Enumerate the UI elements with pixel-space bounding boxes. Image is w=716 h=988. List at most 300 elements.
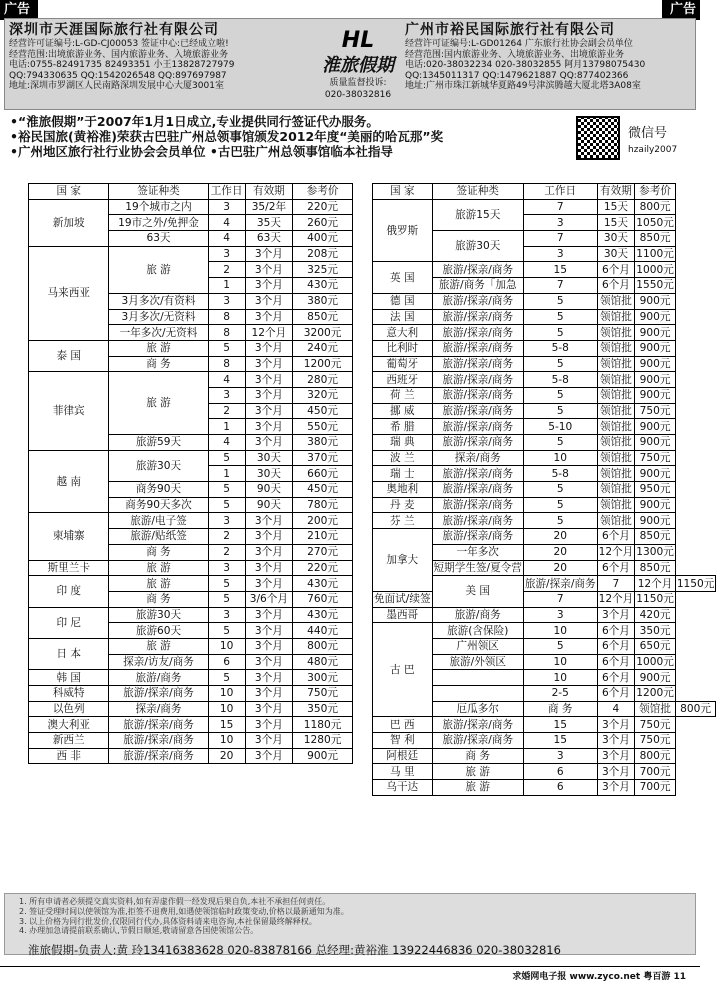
price-cell: 450元 xyxy=(293,403,353,419)
table-row xyxy=(29,576,353,592)
workdays-cell: 5 xyxy=(523,325,597,341)
visa-type-cell: 商 务 xyxy=(523,701,597,717)
validity-cell: 3个月 xyxy=(245,686,292,702)
price-cell: 380元 xyxy=(293,293,353,309)
visa-type-cell: 旅游/外领区 xyxy=(432,654,523,670)
visa-type-cell: 旅游/商务 xyxy=(432,607,523,623)
intro-bullets xyxy=(10,114,570,159)
table-row xyxy=(373,466,716,482)
visa-type-cell: 旅游/探亲/商务 xyxy=(432,513,523,529)
visa-type-cell: 旅游30天 xyxy=(109,607,208,623)
workdays-cell: 7 xyxy=(523,199,597,215)
validity-cell: 领馆批 xyxy=(597,325,635,341)
price-cell: 700元 xyxy=(635,780,676,796)
workdays-cell: 2 xyxy=(208,529,245,545)
table-row xyxy=(29,670,353,686)
validity-cell: 3个月 xyxy=(245,372,292,388)
validity-cell: 领馆批 xyxy=(597,403,635,419)
header-validity: 有效期 xyxy=(597,184,635,200)
country-cell: 丹 麦 xyxy=(373,497,433,513)
table-row xyxy=(373,623,716,639)
validity-cell: 领馆批 xyxy=(597,466,635,482)
agency-right-line: 经营范围:国内旅游业务、入境旅游业务、出境旅游业务 xyxy=(405,49,625,60)
table-row xyxy=(29,560,353,576)
visa-type-cell: 探亲/商务 xyxy=(109,701,208,717)
price-cell: 480元 xyxy=(293,654,353,670)
table-row xyxy=(373,340,716,356)
table-row xyxy=(373,403,716,419)
visa-type-cell xyxy=(432,686,523,702)
visa-type-cell: 19个城市之内 xyxy=(109,199,208,215)
country-cell: 印 尼 xyxy=(29,607,109,638)
workdays-cell: 15 xyxy=(523,733,597,749)
workdays-cell: 10 xyxy=(208,638,245,654)
visa-type-cell: 旅游/探亲/商务 xyxy=(109,733,208,749)
table-row xyxy=(373,387,716,403)
workdays-cell: 5 xyxy=(208,450,245,466)
price-cell: 1550元 xyxy=(636,279,674,292)
table-row xyxy=(373,450,716,466)
validity-cell: 3个月 xyxy=(245,340,292,356)
header-price: 参考价 xyxy=(635,184,676,200)
validity-cell: 领馆批 xyxy=(597,482,635,498)
visa-type-cell: 旅游/探亲/商务 xyxy=(432,435,523,451)
workdays-cell: 5 xyxy=(523,356,597,372)
visa-type-cell: 旅游/探亲/商务 xyxy=(432,293,523,309)
price-cell: 750元 xyxy=(635,717,676,733)
price-cell: 210元 xyxy=(293,529,353,545)
price-cell: 900元 xyxy=(635,670,676,686)
workdays-cell: 20 xyxy=(523,529,597,545)
table-row xyxy=(29,199,353,215)
validity-cell: 3个月 xyxy=(245,278,292,294)
table-row xyxy=(373,262,716,278)
table-row xyxy=(373,482,716,498)
header-workdays: 工作日 xyxy=(208,184,245,200)
workdays-cell: 7 xyxy=(523,231,597,247)
contact-line: 淮旅假期-负责人:黄 玲13416383628 020-83878166 总经理:黄裕淮 13922446836 020-38032816 xyxy=(28,943,561,957)
validity-cell: 领馆批 xyxy=(597,450,635,466)
agency-left-name: 深圳市天涯国际旅行社有限公司 xyxy=(9,22,219,38)
validity-cell: 6个月 xyxy=(597,278,635,294)
table-row xyxy=(29,701,353,717)
validity-cell: 3个月 xyxy=(597,780,635,796)
price-cell: 660元 xyxy=(293,466,353,482)
price-cell: 320元 xyxy=(293,387,353,403)
table-row xyxy=(373,293,716,309)
country-cell: 新西兰 xyxy=(29,733,109,749)
table-row xyxy=(29,340,353,356)
workdays-cell: 5 xyxy=(523,638,597,654)
validity-cell: 3个月 xyxy=(245,733,292,749)
visa-type-cell: 3月多次/有资料 xyxy=(109,293,208,309)
price-cell: 900元 xyxy=(635,293,676,309)
validity-cell: 3个月 xyxy=(245,607,292,623)
workdays-cell: 15 xyxy=(208,717,245,733)
qr-code-icon xyxy=(576,116,620,160)
price-cell: 750元 xyxy=(635,403,676,419)
validity-cell: 3个月 xyxy=(245,701,292,717)
visa-type-cell: 旅游/商务 xyxy=(109,670,208,686)
intro-line: •广州地区旅行社行业协会会员单位 •古巴驻广州总领事馆临本社指导 xyxy=(10,144,393,159)
workdays-cell: 20 xyxy=(523,544,597,560)
price-cell: 430元 xyxy=(293,278,353,294)
workdays-cell: 1 xyxy=(208,419,245,435)
agency-left-line: 经营许可证编号:L-GD-CJ00053 签证中心:已经成立啦! xyxy=(9,39,229,49)
validity-cell: 6个月 xyxy=(597,623,635,639)
price-cell: 380元 xyxy=(293,435,353,451)
validity-cell: 3个月 xyxy=(245,623,292,639)
visa-type-cell: 一年多次 xyxy=(432,544,523,560)
price-cell: 750元 xyxy=(635,450,676,466)
validity-cell: 3个月 xyxy=(245,529,292,545)
price-cell: 750元 xyxy=(293,686,353,702)
ad-label-left: 广告 xyxy=(0,0,38,20)
agency-right-line: 电话:020-38032234 020-38032855 阿月13798075430 xyxy=(405,60,646,71)
price-cell: 220元 xyxy=(293,199,353,215)
country-cell: 意大利 xyxy=(373,325,433,341)
visa-type-cell: 商务90天 xyxy=(109,482,208,498)
price-cell: 420元 xyxy=(635,607,676,623)
agency-right-name: 广州市裕民国际旅行社有限公司 xyxy=(405,22,615,38)
workdays-cell: 2 xyxy=(208,544,245,560)
visa-type-cell: 旅 游 xyxy=(432,764,523,780)
workdays-cell: 2 xyxy=(208,403,245,419)
price-cell: 700元 xyxy=(635,764,676,780)
country-cell: 阿根廷 xyxy=(373,748,433,764)
visa-type-cell: 旅游/商务「加急 xyxy=(432,278,523,294)
price-cell: 1150元 xyxy=(676,577,715,590)
visa-type-cell: 旅游/探亲/商务 xyxy=(109,717,208,733)
workdays-cell: 3 xyxy=(523,215,597,231)
price-cell: 208元 xyxy=(293,246,353,262)
workdays-cell: 5-8 xyxy=(523,340,597,356)
workdays-cell: 5-10 xyxy=(523,419,597,435)
table-row xyxy=(373,607,716,623)
country-cell: 新加坡 xyxy=(29,199,109,246)
validity-cell: 领馆批 xyxy=(635,701,676,717)
workdays-cell: 10 xyxy=(208,686,245,702)
visa-type-cell: 旅游/探亲/商务 xyxy=(524,577,596,590)
table-row xyxy=(373,764,716,780)
country-cell: 澳大利亚 xyxy=(29,717,109,733)
visa-type-cell: 旅游/探亲/商务 xyxy=(432,466,523,482)
price-cell: 750元 xyxy=(635,733,676,749)
country-cell: 柬埔寨 xyxy=(29,513,109,560)
workdays-cell: 5 xyxy=(523,387,597,403)
workdays-cell: 4 xyxy=(208,215,245,231)
validity-cell: 3个月 xyxy=(245,748,292,764)
price-cell: 1050元 xyxy=(636,216,674,229)
table-row xyxy=(29,748,353,764)
validity-cell: 3个月 xyxy=(245,638,292,654)
validity-cell: 6个月 xyxy=(597,262,635,278)
validity-cell: 领馆批 xyxy=(597,293,635,309)
validity-cell: 6个月 xyxy=(597,638,635,654)
table-row xyxy=(373,748,716,764)
country-cell: 英 国 xyxy=(373,262,433,293)
price-cell: 430元 xyxy=(293,607,353,623)
visa-type-cell: 旅游(含保险) xyxy=(432,623,523,639)
visa-type-cell: 旅游/探亲/商务 xyxy=(432,419,523,435)
table-row xyxy=(373,717,716,733)
visa-type-cell: 商务90天多次 xyxy=(109,497,208,513)
country-cell: 西 非 xyxy=(29,748,109,764)
price-cell: 900元 xyxy=(635,513,676,529)
price-cell: 800元 xyxy=(293,638,353,654)
workdays-cell: 5 xyxy=(523,403,597,419)
table-row xyxy=(373,497,716,513)
price-cell: 1300元 xyxy=(636,546,674,559)
workdays-cell: 4 xyxy=(208,372,245,388)
ad-label-right: 广告 xyxy=(662,0,700,20)
validity-cell: 3个月 xyxy=(245,309,292,325)
header-workdays: 工作日 xyxy=(523,184,597,200)
table-row xyxy=(29,717,353,733)
price-cell: 900元 xyxy=(635,419,676,435)
validity-cell: 3个月 xyxy=(597,748,635,764)
footer-paper: 粤百游 xyxy=(643,972,671,982)
price-cell: 270元 xyxy=(293,544,353,560)
country-cell: 科威特 xyxy=(29,686,109,702)
workdays-cell: 2-5 xyxy=(523,686,597,702)
price-cell: 440元 xyxy=(293,623,353,639)
agency-right-line: 经营许可证编号:L-GD01264 广东旅行社协会副会员单位 xyxy=(405,39,633,49)
visa-type-cell: 19市之外/免押金 xyxy=(109,215,208,231)
validity-cell: 领馆批 xyxy=(597,309,635,325)
price-cell: 800元 xyxy=(635,748,676,764)
workdays-cell: 5 xyxy=(208,482,245,498)
workdays-cell: 6 xyxy=(523,780,597,796)
visa-table-right xyxy=(372,183,716,796)
price-cell: 900元 xyxy=(635,325,676,341)
visa-table-left xyxy=(28,183,353,764)
visa-type-cell: 旅 游 xyxy=(109,340,208,356)
header-visa-type: 签证种类 xyxy=(109,184,208,200)
visa-type-cell: 旅游/探亲/商务 xyxy=(109,686,208,702)
visa-type-cell: 旅游/探亲/商务 xyxy=(432,529,523,545)
validity-cell: 3个月 xyxy=(597,764,635,780)
validity-cell: 6个月 xyxy=(597,654,635,670)
country-cell: 俄罗斯 xyxy=(373,199,433,262)
price-cell: 220元 xyxy=(293,560,353,576)
visa-type-cell: 旅游/探亲/商务 xyxy=(432,482,523,498)
workdays-cell: 7 xyxy=(523,591,597,607)
workdays-cell: 4 xyxy=(208,435,245,451)
validity-cell: 12个月 xyxy=(598,546,634,559)
country-cell: 芬 兰 xyxy=(373,513,433,529)
footer-site: 求婚网电子报 www.zyco.net xyxy=(512,972,641,982)
agency-right xyxy=(405,21,695,92)
validity-cell: 3个月 xyxy=(245,356,292,372)
workdays-cell: 5 xyxy=(208,591,245,607)
price-cell: 900元 xyxy=(635,356,676,372)
country-cell: 葡萄牙 xyxy=(373,356,433,372)
workdays-cell: 4 xyxy=(208,231,245,247)
visa-type-cell: 旅游/探亲/商务 xyxy=(432,340,523,356)
workdays-cell: 5-8 xyxy=(523,466,597,482)
table-row xyxy=(373,591,716,607)
price-cell: 900元 xyxy=(635,435,676,451)
price-cell: 280元 xyxy=(293,372,353,388)
table-row xyxy=(29,513,353,529)
price-cell: 850元 xyxy=(635,231,676,247)
validity-cell: 6个月 xyxy=(597,529,635,545)
validity-cell: 6个月 xyxy=(597,560,635,576)
visa-type-cell: 旅游/探亲/商务 xyxy=(109,748,208,764)
visa-type-cell: 商 务 xyxy=(109,544,208,560)
workdays-cell: 5 xyxy=(523,293,597,309)
visa-type-cell: 旅游/探亲/商务 xyxy=(432,403,523,419)
table-row xyxy=(373,325,716,341)
agency-left-line: 地址:深圳市罗湖区人民南路深圳发展中心大厦3001室 xyxy=(9,81,224,92)
table-row xyxy=(373,513,716,529)
validity-cell: 3个月 xyxy=(245,435,292,451)
workdays-cell: 5 xyxy=(208,623,245,639)
workdays-cell: 3 xyxy=(523,246,597,262)
wechat-block xyxy=(628,122,698,155)
workdays-cell: 8 xyxy=(208,325,245,341)
price-cell: 325元 xyxy=(293,262,353,278)
price-cell: 350元 xyxy=(635,623,676,639)
price-cell: 900元 xyxy=(635,309,676,325)
country-cell: 瑞 士 xyxy=(373,466,433,482)
page-number: 11 xyxy=(673,972,686,982)
price-cell: 900元 xyxy=(635,497,676,513)
validity-cell: 90天 xyxy=(245,482,292,498)
validity-cell: 6个月 xyxy=(597,686,635,702)
visa-type-cell: 旅 游 xyxy=(109,246,208,293)
workdays-cell: 5-8 xyxy=(523,372,597,388)
validity-cell: 领馆批 xyxy=(597,419,635,435)
workdays-cell: 3 xyxy=(208,199,245,215)
price-cell: 1280元 xyxy=(293,733,353,749)
price-cell: 300元 xyxy=(293,670,353,686)
visa-type-cell: 旅游/探亲/商务 xyxy=(432,262,523,278)
price-cell: 1200元 xyxy=(636,687,674,700)
country-cell: 瑞 典 xyxy=(373,435,433,451)
price-cell: 900元 xyxy=(635,466,676,482)
note-line: 1. 所有申请者必须提交真实资料,如有弄虚作假一经发现后果自负,本社不承担任何责任。 xyxy=(19,897,331,906)
workdays-cell: 5 xyxy=(523,497,597,513)
price-cell: 1200元 xyxy=(293,356,353,372)
workdays-cell: 3 xyxy=(208,560,245,576)
workdays-cell: 5 xyxy=(523,309,597,325)
validity-cell: 30天 xyxy=(245,466,292,482)
agency-left xyxy=(9,21,309,92)
price-cell: 1180元 xyxy=(293,717,353,733)
intro-line: •“淮旅假期”于2007年1月1日成立,专业提供同行签证代办服务。 xyxy=(10,114,379,129)
validity-cell: 35天 xyxy=(245,215,292,231)
workdays-cell: 10 xyxy=(523,623,597,639)
workdays-cell: 3 xyxy=(208,246,245,262)
validity-cell: 12个月 xyxy=(598,593,634,606)
country-cell: 西班牙 xyxy=(373,372,433,388)
price-cell: 650元 xyxy=(635,638,676,654)
price-cell: 800元 xyxy=(675,701,716,717)
agency-left-line: QQ:794330635 QQ:1542026548 QQ:897697987 xyxy=(9,70,227,81)
wechat-id: hzaily2007 xyxy=(628,145,678,155)
visa-type-cell: 旅 游 xyxy=(432,780,523,796)
validity-cell: 3个月 xyxy=(245,717,292,733)
header-country: 国 家 xyxy=(29,184,109,200)
workdays-cell: 10 xyxy=(523,450,597,466)
brand-logo xyxy=(313,23,403,107)
visa-type-cell: 旅游/贴纸签 xyxy=(109,529,208,545)
price-cell: 350元 xyxy=(293,701,353,717)
workdays-cell: 20 xyxy=(523,560,597,576)
price-cell: 370元 xyxy=(293,450,353,466)
table-row xyxy=(373,309,716,325)
table-row xyxy=(29,372,353,388)
country-cell: 比利时 xyxy=(373,340,433,356)
workdays-cell: 5 xyxy=(208,497,245,513)
workdays-cell: 5 xyxy=(523,513,597,529)
table-row xyxy=(373,199,716,215)
visa-type-cell: 旅游30天 xyxy=(109,450,208,481)
visa-type-cell: 旅游/探亲/商务 xyxy=(432,387,523,403)
workdays-cell: 8 xyxy=(208,356,245,372)
price-cell: 780元 xyxy=(293,497,353,513)
validity-cell: 15天 xyxy=(597,215,635,231)
country-cell: 斯里兰卡 xyxy=(29,560,109,576)
table-row xyxy=(29,246,353,262)
price-cell: 550元 xyxy=(293,419,353,435)
country-cell: 泰 国 xyxy=(29,340,109,371)
validity-cell: 90天 xyxy=(245,497,292,513)
workdays-cell: 10 xyxy=(523,654,597,670)
price-cell: 1000元 xyxy=(636,263,674,276)
country-cell: 德 国 xyxy=(373,293,433,309)
visa-type-cell: 旅游30天 xyxy=(432,231,523,262)
country-cell: 日 本 xyxy=(29,638,109,669)
price-cell: 850元 xyxy=(635,560,676,576)
price-cell: 900元 xyxy=(293,748,353,764)
country-cell: 波 兰 xyxy=(373,450,433,466)
validity-cell: 3个月 xyxy=(597,607,635,623)
workdays-cell: 6 xyxy=(523,764,597,780)
visa-type-cell: 63天 xyxy=(109,231,208,247)
visa-type-cell: 广州领区 xyxy=(432,638,523,654)
workdays-cell: 5 xyxy=(208,576,245,592)
visa-type-cell xyxy=(432,670,523,686)
table-row xyxy=(373,419,716,435)
visa-type-cell: 旅 游 xyxy=(109,372,208,435)
price-cell: 1000元 xyxy=(636,655,674,668)
price-cell: 1100元 xyxy=(636,248,674,261)
country-cell: 加拿大 xyxy=(373,529,433,592)
workdays-cell: 3 xyxy=(208,607,245,623)
workdays-cell: 10 xyxy=(523,670,597,686)
table-row xyxy=(373,733,716,749)
table-row xyxy=(29,607,353,623)
header-visa-type: 签证种类 xyxy=(432,184,523,200)
visa-type-cell: 免面试/续签 xyxy=(374,593,431,606)
validity-cell: 3/6个月 xyxy=(245,591,292,607)
workdays-cell: 2 xyxy=(208,262,245,278)
validity-cell: 30天 xyxy=(245,450,292,466)
table-row xyxy=(373,529,716,545)
country-cell: 菲律宾 xyxy=(29,372,109,450)
validity-cell: 领馆批 xyxy=(597,435,635,451)
workdays-cell: 15 xyxy=(523,262,597,278)
complaint-label: 质量监督投诉: xyxy=(329,78,387,88)
visa-type-cell: 旅游/电子签 xyxy=(109,513,208,529)
validity-cell: 领馆批 xyxy=(597,340,635,356)
validity-cell: 3个月 xyxy=(245,387,292,403)
price-cell: 3200元 xyxy=(293,325,353,341)
workdays-cell: 10 xyxy=(208,733,245,749)
